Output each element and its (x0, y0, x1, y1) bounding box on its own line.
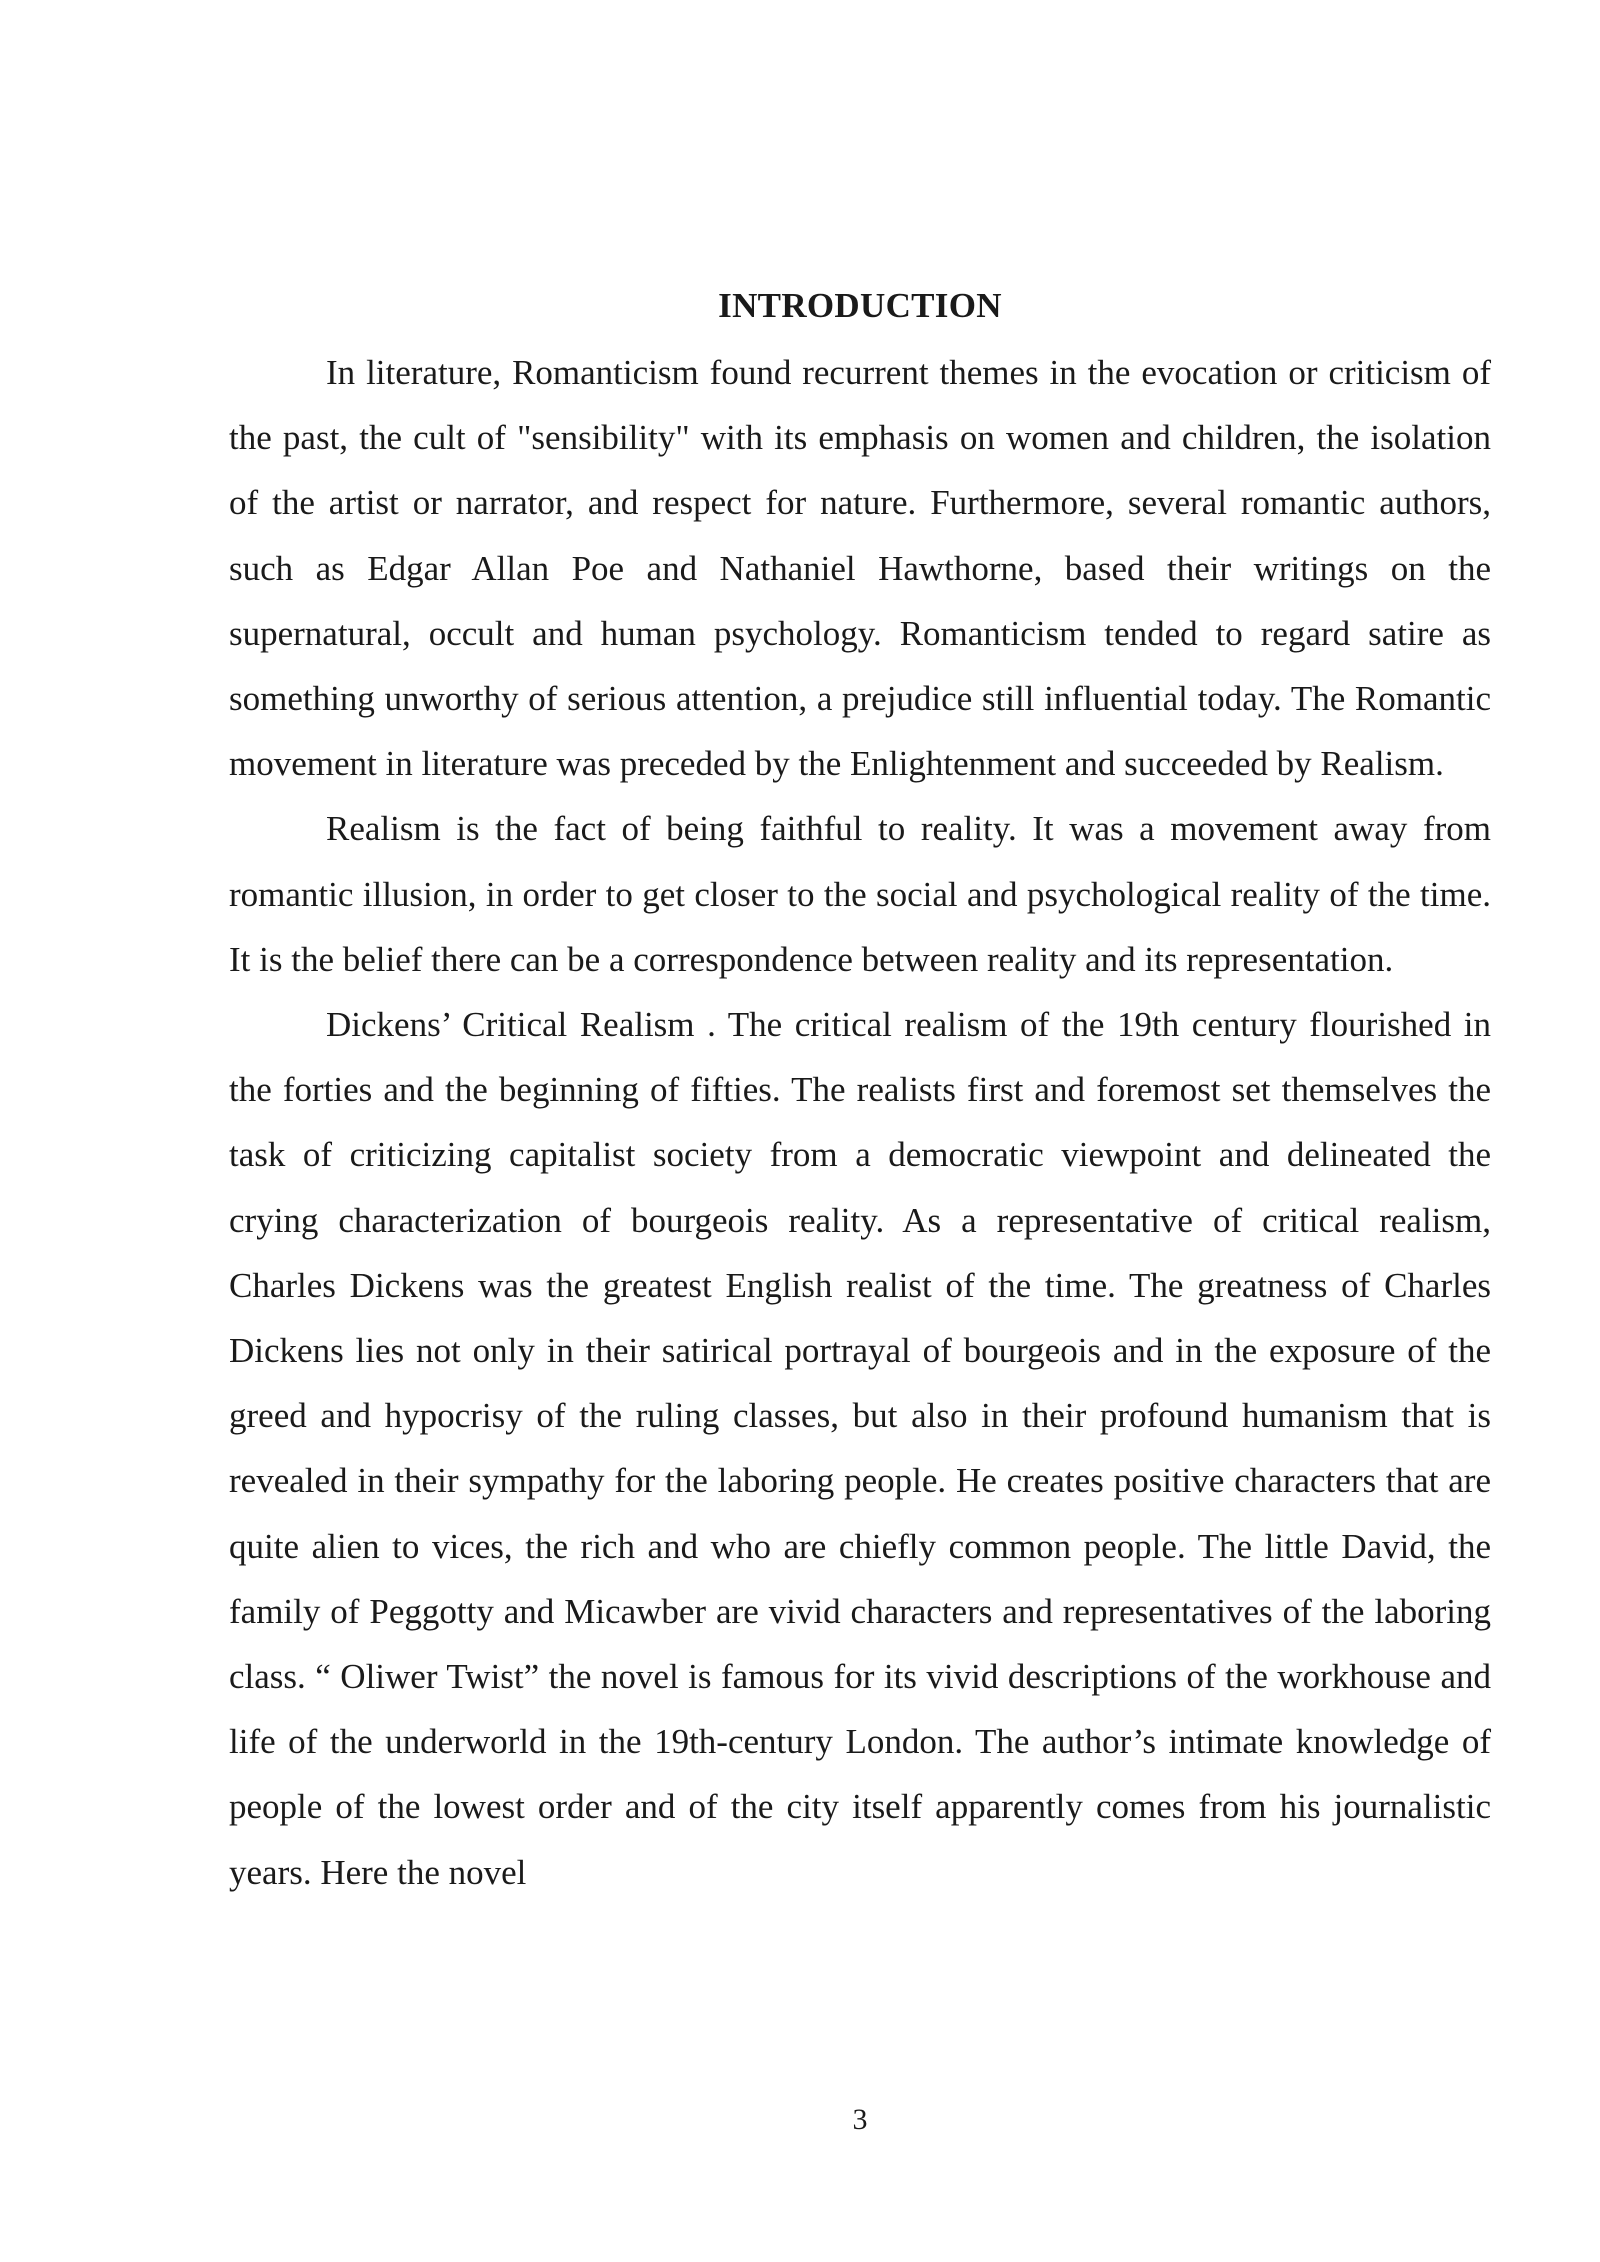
paragraph-dickens-critical-realism: Dickens’ Critical Realism . The critical realism of the 19th century flourished in the forties and the beginning of fifties. The realists first and foremost set themselves the task of criticizing capitalist society from a democratic viewpoint and delineated the crying characterization of bourgeois reality. As a representative of critical realism, Charles Dickens was the greatest English realist of the time. The greatness of Charles Dickens lies not only in their satirical portrayal of bourgeois and in the exposure of the greed and hypocrisy of the ruling classes, but also in their profound humanism that is revealed in their sympathy for the laboring people. He creates positive characters that are quite alien to vices, the rich and who are chiefly common people. The little David, the family of Peggotty and Micawber are vivid characters and representatives of the laboring class. “ Oliwer Twist” the novel is famous for its vivid descriptions of the workhouse and life of the underworld in the 19th-century London. The author’s intimate knowledge of people of the lowest order and of the city itself apparently comes from his journalistic years. Here the novel (229, 1005, 1491, 1892)
page-number: 3 (852, 2103, 868, 2136)
paragraph-romanticism: In literature, Romanticism found recurrent themes in the evocation or criticism of the past, the cult of "sensibility" with its emphasis on women and children, the isolation of the artist or narrator, and respect for nature. Furthermore, several romantic authors, such as Edgar Allan Poe and Nathaniel Hawthorne, based their writings on the supernatural, occult and human psychology. Romanticism tended to regard satire as something unworthy of serious attention, a prejudice still influential today. The Romantic movement in literature was preceded by the Enlightenment and succeeded by Realism. (229, 353, 1491, 784)
paragraph-realism: Realism is the fact of being faithful to reality. It was a movement away from romantic illusion, in order to get closer to the social and psychological reality of the time. It is the belief there can be a correspondence between reality and its representation. (229, 809, 1491, 979)
body-text (229, 340, 1491, 1905)
section-title: INTRODUCTION (718, 286, 1002, 325)
